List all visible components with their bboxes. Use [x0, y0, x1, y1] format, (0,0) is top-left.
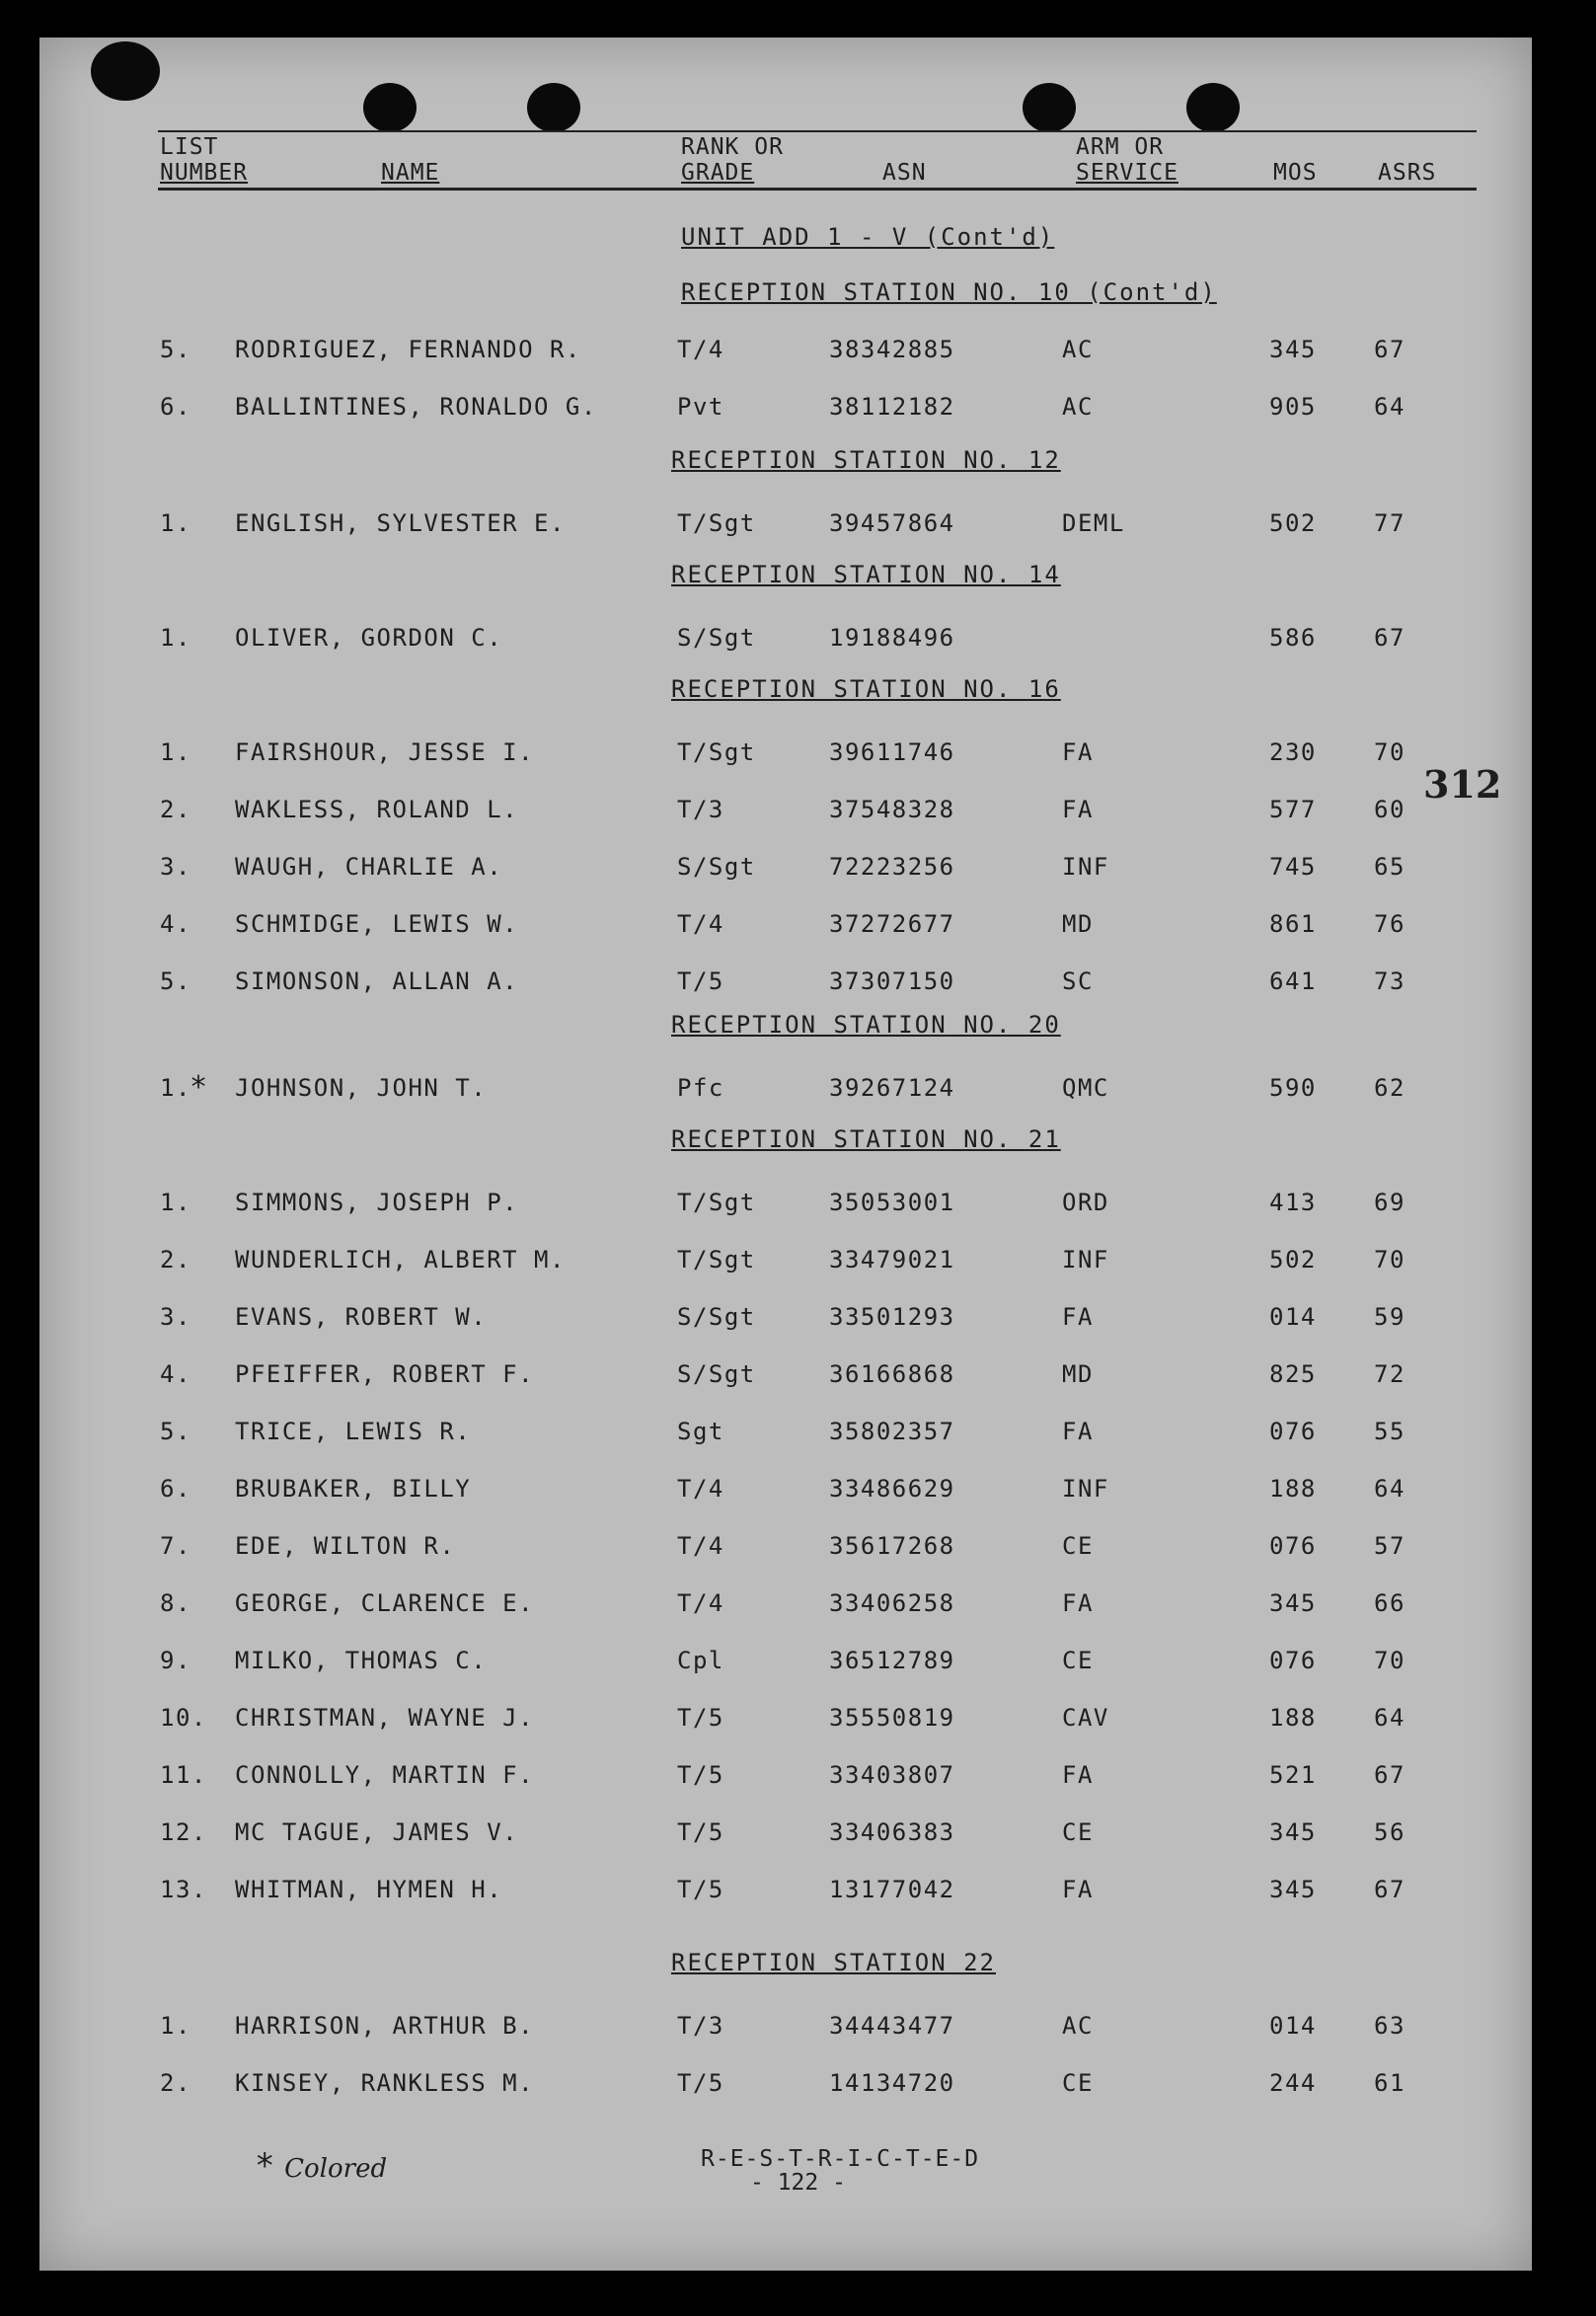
grade-cell: S/Sgt [677, 1303, 756, 1331]
asrs-cell: 67 [1374, 1876, 1406, 1903]
header-list-number: LIST NUMBER [160, 134, 249, 186]
asrs-cell: 61 [1374, 2069, 1406, 2097]
name-cell: MC TAGUE, JAMES V. [235, 1818, 519, 1846]
asn-cell: 33479021 [829, 1246, 955, 1274]
grade-cell: T/5 [677, 1876, 724, 1903]
arm-or-service-cell: FA [1062, 1876, 1094, 1903]
footer-page-number: - 122 - [750, 2170, 846, 2196]
list-number-cell: 3. [160, 1303, 191, 1331]
name-cell: OLIVER, GORDON C. [235, 624, 503, 652]
name-cell: SIMMONS, JOSEPH P. [235, 1189, 519, 1216]
list-number-cell: 2. [160, 1246, 191, 1274]
mos-cell: 521 [1269, 1761, 1317, 1789]
list-number-cell: 3. [160, 853, 191, 881]
asrs-cell: 65 [1374, 853, 1406, 881]
asrs-cell: 60 [1374, 796, 1406, 823]
table-row [39, 1475, 1532, 1514]
footnote [255, 2146, 387, 2186]
grade-cell: Sgt [677, 1418, 724, 1445]
name-cell: MILKO, THOMAS C. [235, 1647, 488, 1674]
arm-or-service-cell: AC [1062, 336, 1094, 363]
list-number-cell: 10. [160, 1704, 207, 1732]
asn-cell: 33486629 [829, 1475, 955, 1503]
arm-or-service-cell: CE [1062, 1532, 1094, 1560]
asterisk-icon: * [255, 2146, 275, 2186]
name-cell: EDE, WILTON R. [235, 1532, 456, 1560]
asn-cell: 36166868 [829, 1360, 955, 1388]
list-number-cell: 6. [160, 1475, 191, 1503]
arm-or-service-cell: ORD [1062, 1189, 1109, 1216]
list-number-cell: 11. [160, 1761, 207, 1789]
grade-cell: T/5 [677, 2069, 724, 2097]
asrs-cell: 64 [1374, 1704, 1406, 1732]
name-cell: FAIRSHOUR, JESSE I. [235, 738, 535, 766]
section-title: RECEPTION STATION NO. 21 [671, 1125, 1061, 1153]
asn-cell: 33403807 [829, 1761, 955, 1789]
header-arm: ARM OR SERVICE [1076, 134, 1178, 186]
asn-cell: 19188496 [829, 624, 955, 652]
asrs-cell: 72 [1374, 1360, 1406, 1388]
asn-cell: 38112182 [829, 393, 955, 421]
asn-cell: 33501293 [829, 1303, 955, 1331]
name-cell: GEORGE, CLARENCE E. [235, 1589, 535, 1617]
punch-hole [1023, 83, 1076, 132]
name-cell: BALLINTINES, RONALDO G. [235, 393, 597, 421]
table-row [39, 1704, 1532, 1743]
header-name: NAME [381, 160, 440, 186]
grade-cell: T/Sgt [677, 509, 756, 537]
asrs-cell: 55 [1374, 1418, 1406, 1445]
mos-cell: 502 [1269, 509, 1317, 537]
list-number-cell: 1. [160, 624, 191, 652]
table-row [39, 2069, 1532, 2109]
table-row [39, 853, 1532, 892]
arm-or-service-cell: FA [1062, 738, 1094, 766]
name-cell: JOHNSON, JOHN T. [235, 1074, 488, 1102]
list-number-cell: 5. [160, 336, 191, 363]
table-row [39, 796, 1532, 835]
arm-or-service-cell: MD [1062, 1360, 1094, 1388]
name-cell: CHRISTMAN, WAYNE J. [235, 1704, 535, 1732]
name-cell: PFEIFFER, ROBERT F. [235, 1360, 535, 1388]
mos-cell: 076 [1269, 1418, 1317, 1445]
list-number-cell: 13. [160, 1876, 207, 1903]
grade-cell: T/4 [677, 1532, 724, 1560]
mos-cell: 861 [1269, 910, 1317, 938]
name-cell: WHITMAN, HYMEN H. [235, 1876, 503, 1903]
asrs-cell: 63 [1374, 2012, 1406, 2040]
mos-cell: 586 [1269, 624, 1317, 652]
header-bottom-rule [158, 188, 1477, 191]
table-row [39, 967, 1532, 1007]
list-number-cell: 1. [160, 1074, 191, 1102]
grade-cell: Pfc [677, 1074, 724, 1102]
table-row [39, 509, 1532, 549]
list-number-cell: 12. [160, 1818, 207, 1846]
grade-cell: T/3 [677, 2012, 724, 2040]
name-cell: EVANS, ROBERT W. [235, 1303, 488, 1331]
header-top-rule [158, 130, 1477, 132]
name-cell: CONNOLLY, MARTIN F. [235, 1761, 535, 1789]
grade-cell: Pvt [677, 393, 724, 421]
asn-cell: 35550819 [829, 1704, 955, 1732]
name-cell: HARRISON, ARTHUR B. [235, 2012, 535, 2040]
name-cell: TRICE, LEWIS R. [235, 1418, 472, 1445]
punch-hole [363, 83, 417, 132]
asrs-cell: 70 [1374, 738, 1406, 766]
asn-cell: 37307150 [829, 967, 955, 995]
grade-cell: S/Sgt [677, 853, 756, 881]
arm-or-service-cell: FA [1062, 796, 1094, 823]
asrs-cell: 64 [1374, 1475, 1406, 1503]
arm-or-service-cell: CE [1062, 1647, 1094, 1674]
punch-hole [91, 41, 160, 101]
grade-cell: T/5 [677, 1704, 724, 1732]
list-number-cell: 1. [160, 509, 191, 537]
list-number-cell: 9. [160, 1647, 191, 1674]
asn-cell: 13177042 [829, 1876, 955, 1903]
name-cell: KINSEY, RANKLESS M. [235, 2069, 535, 2097]
asrs-cell: 76 [1374, 910, 1406, 938]
grade-cell: T/Sgt [677, 1189, 756, 1216]
name-cell: SCHMIDGE, LEWIS W. [235, 910, 519, 938]
asrs-cell: 56 [1374, 1818, 1406, 1846]
asrs-cell: 66 [1374, 1589, 1406, 1617]
name-cell: WAUGH, CHARLIE A. [235, 853, 503, 881]
grade-cell: T/5 [677, 1761, 724, 1789]
table-row [39, 1246, 1532, 1285]
asn-cell: 14134720 [829, 2069, 955, 2097]
name-cell: RODRIGUEZ, FERNANDO R. [235, 336, 581, 363]
asn-cell: 35802357 [829, 1418, 955, 1445]
table-row [39, 1070, 1532, 1114]
asterisk-icon: * [190, 1070, 209, 1105]
asn-cell: 35617268 [829, 1532, 955, 1560]
table-row [39, 1876, 1532, 1915]
table-row [39, 1532, 1532, 1572]
table-row [39, 1360, 1532, 1400]
asn-cell: 39457864 [829, 509, 955, 537]
mos-cell: 014 [1269, 2012, 1317, 2040]
arm-or-service-cell: AC [1062, 393, 1094, 421]
asn-cell: 38342885 [829, 336, 955, 363]
table-row [39, 910, 1532, 950]
section-title: RECEPTION STATION NO. 16 [671, 675, 1061, 703]
header-mos: MOS [1273, 160, 1318, 186]
name-cell: WAKLESS, ROLAND L. [235, 796, 519, 823]
asn-cell: 39267124 [829, 1074, 955, 1102]
table-row [39, 1303, 1532, 1343]
grade-cell: T/5 [677, 1818, 724, 1846]
asrs-cell: 70 [1374, 1246, 1406, 1274]
arm-or-service-cell: FA [1062, 1303, 1094, 1331]
arm-or-service-cell: FA [1062, 1418, 1094, 1445]
list-number-cell: 4. [160, 910, 191, 938]
name-cell: BRUBAKER, BILLY [235, 1475, 472, 1503]
asrs-cell: 73 [1374, 967, 1406, 995]
table-row [39, 624, 1532, 663]
asrs-cell: 67 [1374, 624, 1406, 652]
arm-or-service-cell: CE [1062, 1818, 1094, 1846]
asrs-cell: 70 [1374, 1647, 1406, 1674]
arm-or-service-cell: DEML [1062, 509, 1125, 537]
mos-cell: 641 [1269, 967, 1317, 995]
page-stamp-number: 312 [1423, 762, 1502, 807]
arm-or-service-cell: INF [1062, 1246, 1109, 1274]
asn-cell: 34443477 [829, 2012, 955, 2040]
asn-cell: 37548328 [829, 796, 955, 823]
name-cell: SIMONSON, ALLAN A. [235, 967, 519, 995]
asrs-cell: 77 [1374, 509, 1406, 537]
name-cell: ENGLISH, SYLVESTER E. [235, 509, 566, 537]
asn-cell: 36512789 [829, 1647, 955, 1674]
grade-cell: Cpl [677, 1647, 724, 1674]
grade-cell: T/4 [677, 336, 724, 363]
mos-cell: 905 [1269, 393, 1317, 421]
list-number-cell: 5. [160, 1418, 191, 1445]
footnote-text: Colored [284, 2154, 388, 2184]
mos-cell: 345 [1269, 336, 1317, 363]
asrs-cell: 69 [1374, 1189, 1406, 1216]
mos-cell: 345 [1269, 1818, 1317, 1846]
unit-title: UNIT ADD 1 - V (Cont'd) [681, 223, 1055, 251]
asn-cell: 72223256 [829, 853, 955, 881]
asrs-cell: 57 [1374, 1532, 1406, 1560]
mos-cell: 014 [1269, 1303, 1317, 1331]
asrs-cell: 67 [1374, 1761, 1406, 1789]
mos-cell: 745 [1269, 853, 1317, 881]
arm-or-service-cell: INF [1062, 1475, 1109, 1503]
arm-or-service-cell: CAV [1062, 1704, 1109, 1732]
mos-cell: 502 [1269, 1246, 1317, 1274]
grade-cell: T/Sgt [677, 738, 756, 766]
mos-cell: 345 [1269, 1876, 1317, 1903]
mos-cell: 188 [1269, 1475, 1317, 1503]
mos-cell: 590 [1269, 1074, 1317, 1102]
grade-cell: T/4 [677, 1589, 724, 1617]
asn-cell: 35053001 [829, 1189, 955, 1216]
punch-hole [1186, 83, 1240, 132]
punch-hole [527, 83, 580, 132]
arm-or-service-cell: QMC [1062, 1074, 1109, 1102]
asn-cell: 33406383 [829, 1818, 955, 1846]
table-row [39, 393, 1532, 432]
asrs-cell: 59 [1374, 1303, 1406, 1331]
asn-cell: 39611746 [829, 738, 955, 766]
list-number-cell: 1. [160, 738, 191, 766]
list-number-cell: 8. [160, 1589, 191, 1617]
mos-cell: 076 [1269, 1532, 1317, 1560]
section-title: RECEPTION STATION NO. 12 [671, 446, 1061, 474]
asrs-cell: 67 [1374, 336, 1406, 363]
section-title: RECEPTION STATION NO. 20 [671, 1011, 1061, 1039]
mos-cell: 230 [1269, 738, 1317, 766]
grade-cell: S/Sgt [677, 1360, 756, 1388]
list-number-cell: 1. [160, 1189, 191, 1216]
arm-or-service-cell: CE [1062, 2069, 1094, 2097]
asrs-cell: 64 [1374, 393, 1406, 421]
section-title: RECEPTION STATION NO. 14 [671, 561, 1061, 588]
header-asn: ASN [882, 160, 927, 186]
list-number-cell: 2. [160, 796, 191, 823]
asn-cell: 33406258 [829, 1589, 955, 1617]
name-cell: WUNDERLICH, ALBERT M. [235, 1246, 566, 1274]
table-row [39, 1818, 1532, 1858]
list-number-cell: 6. [160, 393, 191, 421]
table-row [39, 1647, 1532, 1686]
section-title: RECEPTION STATION 22 [671, 1949, 996, 1976]
mos-cell: 244 [1269, 2069, 1317, 2097]
list-number-cell: 2. [160, 2069, 191, 2097]
mos-cell: 825 [1269, 1360, 1317, 1388]
grade-cell: T/Sgt [677, 1246, 756, 1274]
grade-cell: T/5 [677, 967, 724, 995]
table-row [39, 1589, 1532, 1629]
arm-or-service-cell: INF [1062, 853, 1109, 881]
footer-classification: R-E-S-T-R-I-C-T-E-D [701, 2146, 980, 2172]
list-number-cell: 1. [160, 2012, 191, 2040]
header-rank: RANK OR GRADE [681, 134, 784, 186]
table-row [39, 1418, 1532, 1457]
arm-or-service-cell: MD [1062, 910, 1094, 938]
arm-or-service-cell: FA [1062, 1761, 1094, 1789]
header-asrs: ASRS [1378, 160, 1437, 186]
document-page [39, 38, 1532, 2271]
list-number-cell: 5. [160, 967, 191, 995]
table-row [39, 2012, 1532, 2051]
grade-cell: T/3 [677, 796, 724, 823]
grade-cell: T/4 [677, 910, 724, 938]
asrs-cell: 62 [1374, 1074, 1406, 1102]
grade-cell: T/4 [677, 1475, 724, 1503]
mos-cell: 577 [1269, 796, 1317, 823]
arm-or-service-cell: FA [1062, 1589, 1094, 1617]
list-number-cell: 4. [160, 1360, 191, 1388]
grade-cell: S/Sgt [677, 624, 756, 652]
mos-cell: 076 [1269, 1647, 1317, 1674]
mos-cell: 188 [1269, 1704, 1317, 1732]
list-number-cell: 7. [160, 1532, 191, 1560]
table-row [39, 1761, 1532, 1801]
section-title: RECEPTION STATION NO. 10 (Cont'd) [681, 278, 1217, 306]
table-row [39, 336, 1532, 375]
table-row [39, 1189, 1532, 1228]
table-row [39, 738, 1532, 778]
arm-or-service-cell: AC [1062, 2012, 1094, 2040]
asn-cell: 37272677 [829, 910, 955, 938]
arm-or-service-cell: SC [1062, 967, 1094, 995]
mos-cell: 413 [1269, 1189, 1317, 1216]
mos-cell: 345 [1269, 1589, 1317, 1617]
